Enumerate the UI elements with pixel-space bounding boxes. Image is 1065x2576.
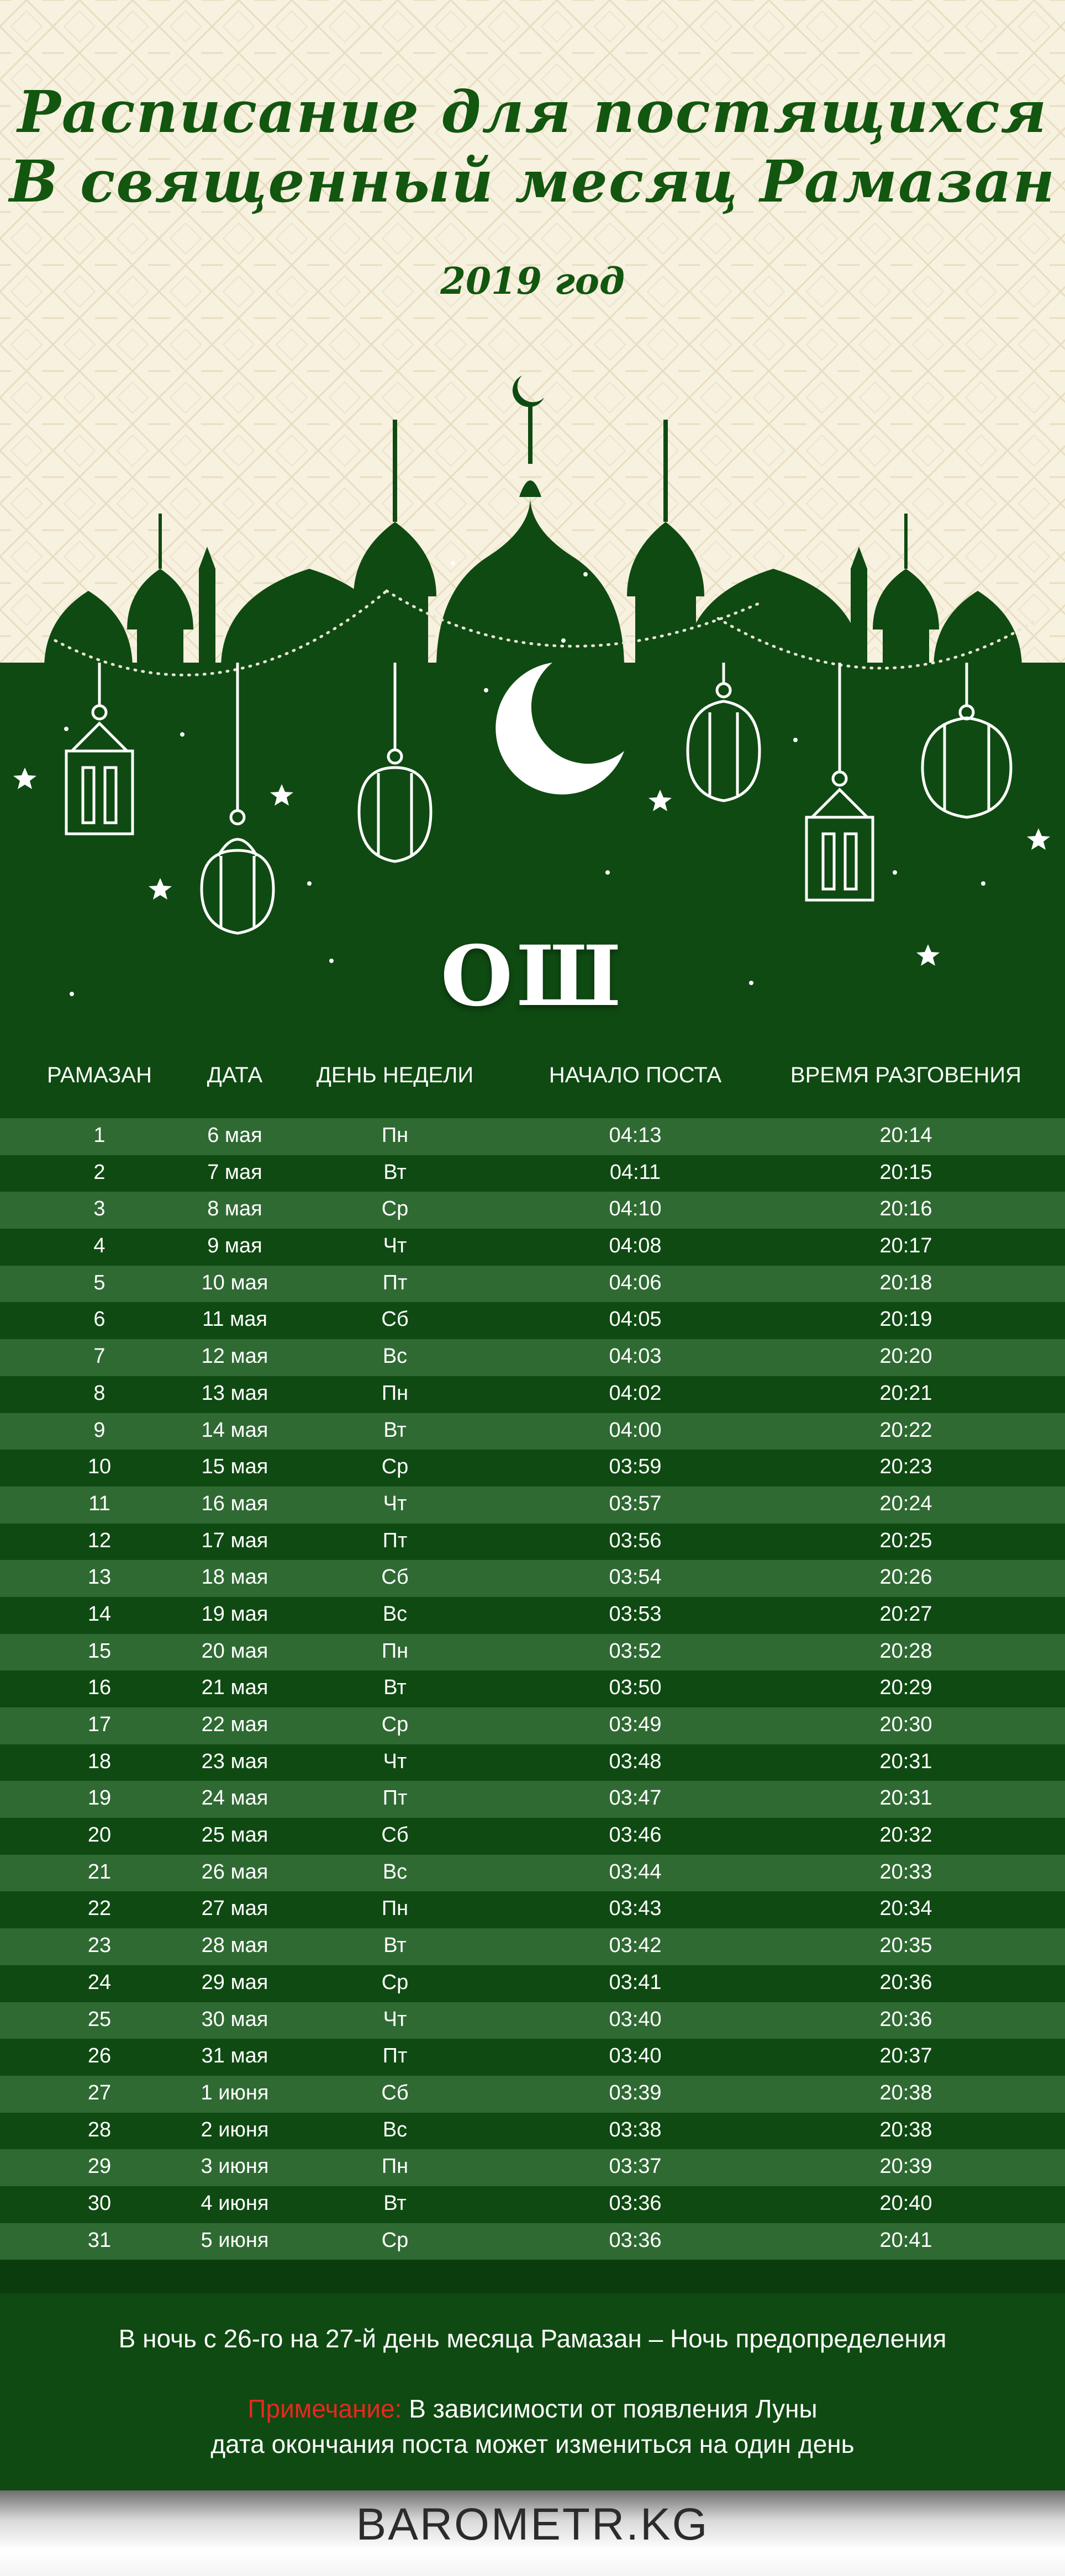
cell-ramadan-day: 17 (87, 1713, 112, 1736)
header-date: ДАТА (207, 1063, 263, 1087)
cell-weekday: Чт (383, 2007, 407, 2031)
cell-ramadan-day: 4 (93, 1234, 106, 1258)
cell-date: 7 мая (207, 1160, 262, 1184)
cell-weekday: Пт (382, 1271, 408, 1294)
cell-date: 14 мая (201, 1418, 268, 1442)
cell-iftar-time: 20:39 (879, 2155, 932, 2178)
cell-date: 20 мая (201, 1639, 268, 1663)
cell-ramadan-day: 27 (87, 2081, 112, 2104)
table-row (0, 1670, 1065, 1707)
header-fast-start: НАЧАЛО ПОСТА (549, 1063, 722, 1087)
cell-ramadan-day: 9 (93, 1418, 106, 1442)
cell-iftar-time: 20:16 (879, 1197, 932, 1221)
cell-weekday: Чт (383, 1749, 407, 1773)
table-row (0, 1229, 1065, 1266)
brand-logo[interactable]: BAROMETR.KG (356, 2499, 709, 2549)
table-row (0, 2149, 1065, 2186)
table-row (0, 1634, 1065, 1671)
header-ramadan-day: РАМАЗАН (47, 1063, 152, 1087)
cell-ramadan-day: 5 (93, 1271, 106, 1294)
cell-fast-start: 03:54 (609, 1565, 662, 1589)
table-row (0, 1192, 1065, 1229)
header-iftar-time: ВРЕМЯ РАЗГОВЕНИЯ (790, 1063, 1022, 1087)
cell-weekday: Пт (382, 2044, 408, 2068)
cell-fast-start: 04:08 (609, 1234, 662, 1258)
cell-weekday: Ср (381, 2228, 409, 2252)
cell-date: 26 мая (201, 1860, 268, 1884)
cell-weekday: Сб (381, 1308, 409, 1331)
cell-iftar-time: 20:28 (879, 1639, 932, 1663)
cell-weekday: Сб (381, 1823, 409, 1847)
table-row (0, 1855, 1065, 1892)
cell-ramadan-day: 25 (87, 2007, 112, 2031)
cell-iftar-time: 20:37 (879, 2044, 932, 2068)
note-line-1: В зависимости от появления Луны (409, 2394, 818, 2423)
cell-date: 6 мая (207, 1124, 262, 1147)
cell-date: 4 июня (201, 2191, 269, 2215)
cell-date: 15 мая (201, 1455, 268, 1479)
table-row (0, 1155, 1065, 1192)
cell-weekday: Вт (383, 1418, 407, 1442)
table-row (0, 2076, 1065, 2113)
cell-fast-start: 04:03 (609, 1345, 662, 1368)
cell-iftar-time: 20:30 (879, 1713, 932, 1736)
cell-iftar-time: 20:19 (879, 1308, 932, 1331)
table-row (0, 1707, 1065, 1744)
cell-fast-start: 03:50 (609, 1676, 662, 1700)
cell-weekday: Пн (381, 1124, 409, 1147)
cell-ramadan-day: 6 (93, 1308, 106, 1331)
cell-ramadan-day: 3 (93, 1197, 106, 1221)
table-row (0, 1302, 1065, 1339)
table-row (0, 1560, 1065, 1597)
cell-weekday: Ср (381, 1970, 409, 1994)
cell-fast-start: 04:10 (609, 1197, 662, 1221)
cell-fast-start: 03:44 (609, 1860, 662, 1884)
cell-fast-start: 03:41 (609, 1970, 662, 1994)
cell-fast-start: 03:36 (609, 2228, 662, 2252)
title-line-1: Расписание для постящихся (17, 78, 1048, 146)
cell-fast-start: 04:13 (609, 1124, 662, 1147)
cell-weekday: Пн (381, 1381, 409, 1405)
cell-fast-start: 03:49 (609, 1713, 662, 1736)
cell-iftar-time: 20:34 (879, 1897, 932, 1921)
cell-iftar-time: 20:21 (879, 1381, 932, 1405)
cell-ramadan-day: 22 (87, 1897, 112, 1921)
cell-iftar-time: 20:36 (879, 1970, 932, 1994)
cell-date: 22 мая (201, 1713, 268, 1736)
table-row (0, 1524, 1065, 1561)
cell-iftar-time: 20:38 (879, 2118, 932, 2141)
schedule-table (0, 1118, 1065, 2260)
cell-fast-start: 04:05 (609, 1308, 662, 1331)
cell-ramadan-day: 11 (88, 1491, 110, 1515)
cell-date: 9 мая (207, 1234, 262, 1258)
cell-weekday: Вс (382, 1345, 408, 1368)
cell-weekday: Вс (382, 1860, 408, 1884)
cell-weekday: Вт (383, 1676, 407, 1700)
cell-fast-start: 04:02 (609, 1381, 662, 1405)
cell-iftar-time: 20:17 (879, 1234, 932, 1258)
cell-date: 8 мая (207, 1197, 262, 1221)
cell-fast-start: 03:59 (609, 1455, 662, 1479)
table-row (0, 2223, 1065, 2260)
cell-ramadan-day: 10 (87, 1455, 112, 1479)
table-row (0, 2113, 1065, 2150)
cell-date: 12 мая (201, 1345, 268, 1368)
table-row (0, 1781, 1065, 1818)
cell-fast-start: 03:53 (609, 1602, 662, 1626)
cell-date: 29 мая (201, 1970, 268, 1994)
cell-weekday: Пт (382, 1786, 408, 1810)
cell-weekday: Ср (381, 1455, 409, 1479)
cell-fast-start: 03:38 (609, 2118, 662, 2141)
cell-date: 21 мая (201, 1676, 268, 1700)
cell-weekday: Пт (382, 1528, 408, 1552)
cell-weekday: Вт (383, 1160, 407, 1184)
cell-iftar-time: 20:41 (879, 2228, 932, 2252)
table-row (0, 1928, 1065, 1965)
table-row (0, 1413, 1065, 1450)
cell-date: 23 мая (201, 1749, 268, 1773)
cell-weekday: Вт (383, 1934, 407, 1958)
cell-iftar-time: 20:38 (879, 2081, 932, 2104)
cell-ramadan-day: 19 (87, 1786, 112, 1810)
cell-iftar-time: 20:31 (879, 1786, 932, 1810)
city-name: ОШ (440, 928, 625, 1025)
cell-date: 19 мая (201, 1602, 268, 1626)
cell-weekday: Сб (381, 2081, 409, 2104)
cell-date: 27 мая (201, 1897, 268, 1921)
moon-note (0, 2391, 1065, 2462)
cell-iftar-time: 20:24 (879, 1491, 932, 1515)
cell-weekday: Пн (381, 1639, 409, 1663)
cell-date: 31 мая (201, 2044, 268, 2068)
cell-weekday: Вс (382, 2118, 408, 2141)
cell-date: 5 июня (201, 2228, 269, 2252)
cell-iftar-time: 20:26 (879, 1565, 932, 1589)
cell-iftar-time: 20:31 (879, 1749, 932, 1773)
cell-ramadan-day: 28 (87, 2118, 112, 2141)
table-bottom-band (0, 2260, 1065, 2293)
cell-iftar-time: 20:25 (879, 1528, 932, 1552)
mosque-silhouette (33, 403, 1022, 674)
cell-ramadan-day: 24 (87, 1970, 112, 1994)
table-row (0, 1597, 1065, 1634)
cell-fast-start: 03:42 (609, 1934, 662, 1958)
cell-date: 13 мая (201, 1381, 268, 1405)
cell-fast-start: 03:57 (609, 1491, 662, 1515)
table-row (0, 1965, 1065, 2002)
cell-ramadan-day: 26 (87, 2044, 112, 2068)
cell-iftar-time: 20:27 (879, 1602, 932, 1626)
cell-ramadan-day: 23 (87, 1934, 112, 1958)
cell-iftar-time: 20:40 (879, 2191, 932, 2215)
table-row (0, 1487, 1065, 1524)
cell-date: 30 мая (201, 2007, 268, 2031)
cell-date: 18 мая (201, 1565, 268, 1589)
table-header (0, 1063, 1065, 1107)
table-row (0, 1891, 1065, 1928)
cell-fast-start: 03:37 (609, 2155, 662, 2178)
note-label: Примечание: (247, 2394, 402, 2423)
cell-fast-start: 03:52 (609, 1639, 662, 1663)
cell-fast-start: 03:48 (609, 1749, 662, 1773)
cell-date: 3 июня (201, 2155, 269, 2178)
cell-fast-start: 03:36 (609, 2191, 662, 2215)
cell-ramadan-day: 31 (87, 2228, 112, 2252)
cell-date: 24 мая (201, 1786, 268, 1810)
cell-iftar-time: 20:18 (879, 1271, 932, 1294)
cell-iftar-time: 20:32 (879, 1823, 932, 1847)
cell-weekday: Ср (381, 1197, 409, 1221)
table-row (0, 1339, 1065, 1376)
cell-ramadan-day: 15 (87, 1639, 112, 1663)
night-of-destiny-note: В ночь с 26-го на 27-й день месяца Рамазан – Ночь предопределения (118, 2324, 947, 2353)
cell-date: 11 мая (202, 1308, 267, 1331)
cell-fast-start: 04:06 (609, 1271, 662, 1294)
cell-fast-start: 04:00 (609, 1418, 662, 1442)
cell-iftar-time: 20:20 (879, 1345, 932, 1368)
cell-ramadan-day: 2 (93, 1160, 106, 1184)
cell-ramadan-day: 18 (87, 1749, 112, 1773)
table-row (0, 1376, 1065, 1413)
cell-ramadan-day: 14 (87, 1602, 112, 1626)
cell-date: 17 мая (201, 1528, 268, 1552)
cell-fast-start: 03:39 (609, 2081, 662, 2104)
cell-ramadan-day: 12 (87, 1528, 112, 1552)
cell-weekday: Вт (383, 2191, 407, 2215)
cell-weekday: Чт (383, 1491, 407, 1515)
cell-date: 25 мая (201, 1823, 268, 1847)
cell-fast-start: 03:40 (609, 2007, 662, 2031)
cell-weekday: Пн (381, 1897, 409, 1921)
cell-ramadan-day: 7 (93, 1345, 106, 1368)
cell-ramadan-day: 29 (87, 2155, 112, 2178)
cell-fast-start: 03:43 (609, 1897, 662, 1921)
cell-iftar-time: 20:14 (879, 1124, 932, 1147)
cell-ramadan-day: 30 (87, 2191, 112, 2215)
cell-iftar-time: 20:35 (879, 1934, 932, 1958)
table-row (0, 2002, 1065, 2039)
cell-weekday: Пн (381, 2155, 409, 2178)
cell-ramadan-day: 8 (93, 1381, 106, 1405)
table-row (0, 2186, 1065, 2223)
cell-date: 2 июня (201, 2118, 269, 2141)
cell-iftar-time: 20:29 (879, 1676, 932, 1700)
cell-iftar-time: 20:22 (879, 1418, 932, 1442)
cell-date: 16 мая (201, 1491, 268, 1515)
page-title (0, 77, 1065, 216)
table-row (0, 1266, 1065, 1303)
cell-ramadan-day: 21 (87, 1860, 112, 1884)
table-row (0, 1744, 1065, 1781)
cell-fast-start: 03:40 (609, 2044, 662, 2068)
cell-ramadan-day: 20 (87, 1823, 112, 1847)
cell-date: 1 июня (201, 2081, 269, 2104)
cell-iftar-time: 20:36 (879, 2007, 932, 2031)
cell-ramadan-day: 13 (87, 1565, 112, 1589)
cell-fast-start: 03:46 (609, 1823, 662, 1847)
table-row (0, 1818, 1065, 1855)
title-line-2: В священный месяц Рамазан (9, 147, 1056, 215)
cell-weekday: Сб (381, 1565, 409, 1589)
cell-fast-start: 03:47 (609, 1786, 662, 1810)
year-label: 2019 год (440, 260, 625, 303)
cell-weekday: Ср (381, 1713, 409, 1736)
header-weekday: ДЕНЬ НЕДЕЛИ (316, 1063, 474, 1087)
cell-fast-start: 04:11 (609, 1160, 661, 1184)
crescent-icon (513, 375, 544, 407)
cell-iftar-time: 20:33 (879, 1860, 932, 1884)
cell-date: 28 мая (201, 1934, 268, 1958)
cell-fast-start: 03:56 (609, 1528, 662, 1552)
cell-iftar-time: 20:23 (879, 1455, 932, 1479)
cell-iftar-time: 20:15 (879, 1160, 932, 1184)
cell-date: 10 мая (201, 1271, 268, 1294)
cell-ramadan-day: 1 (93, 1124, 106, 1147)
table-row (0, 1118, 1065, 1155)
table-row (0, 1450, 1065, 1487)
note-line-2: дата окончания поста может измениться на один день (210, 2430, 855, 2458)
cell-ramadan-day: 16 (87, 1676, 112, 1700)
cell-weekday: Вс (382, 1602, 408, 1626)
table-row (0, 2039, 1065, 2076)
cell-weekday: Чт (383, 1234, 407, 1258)
